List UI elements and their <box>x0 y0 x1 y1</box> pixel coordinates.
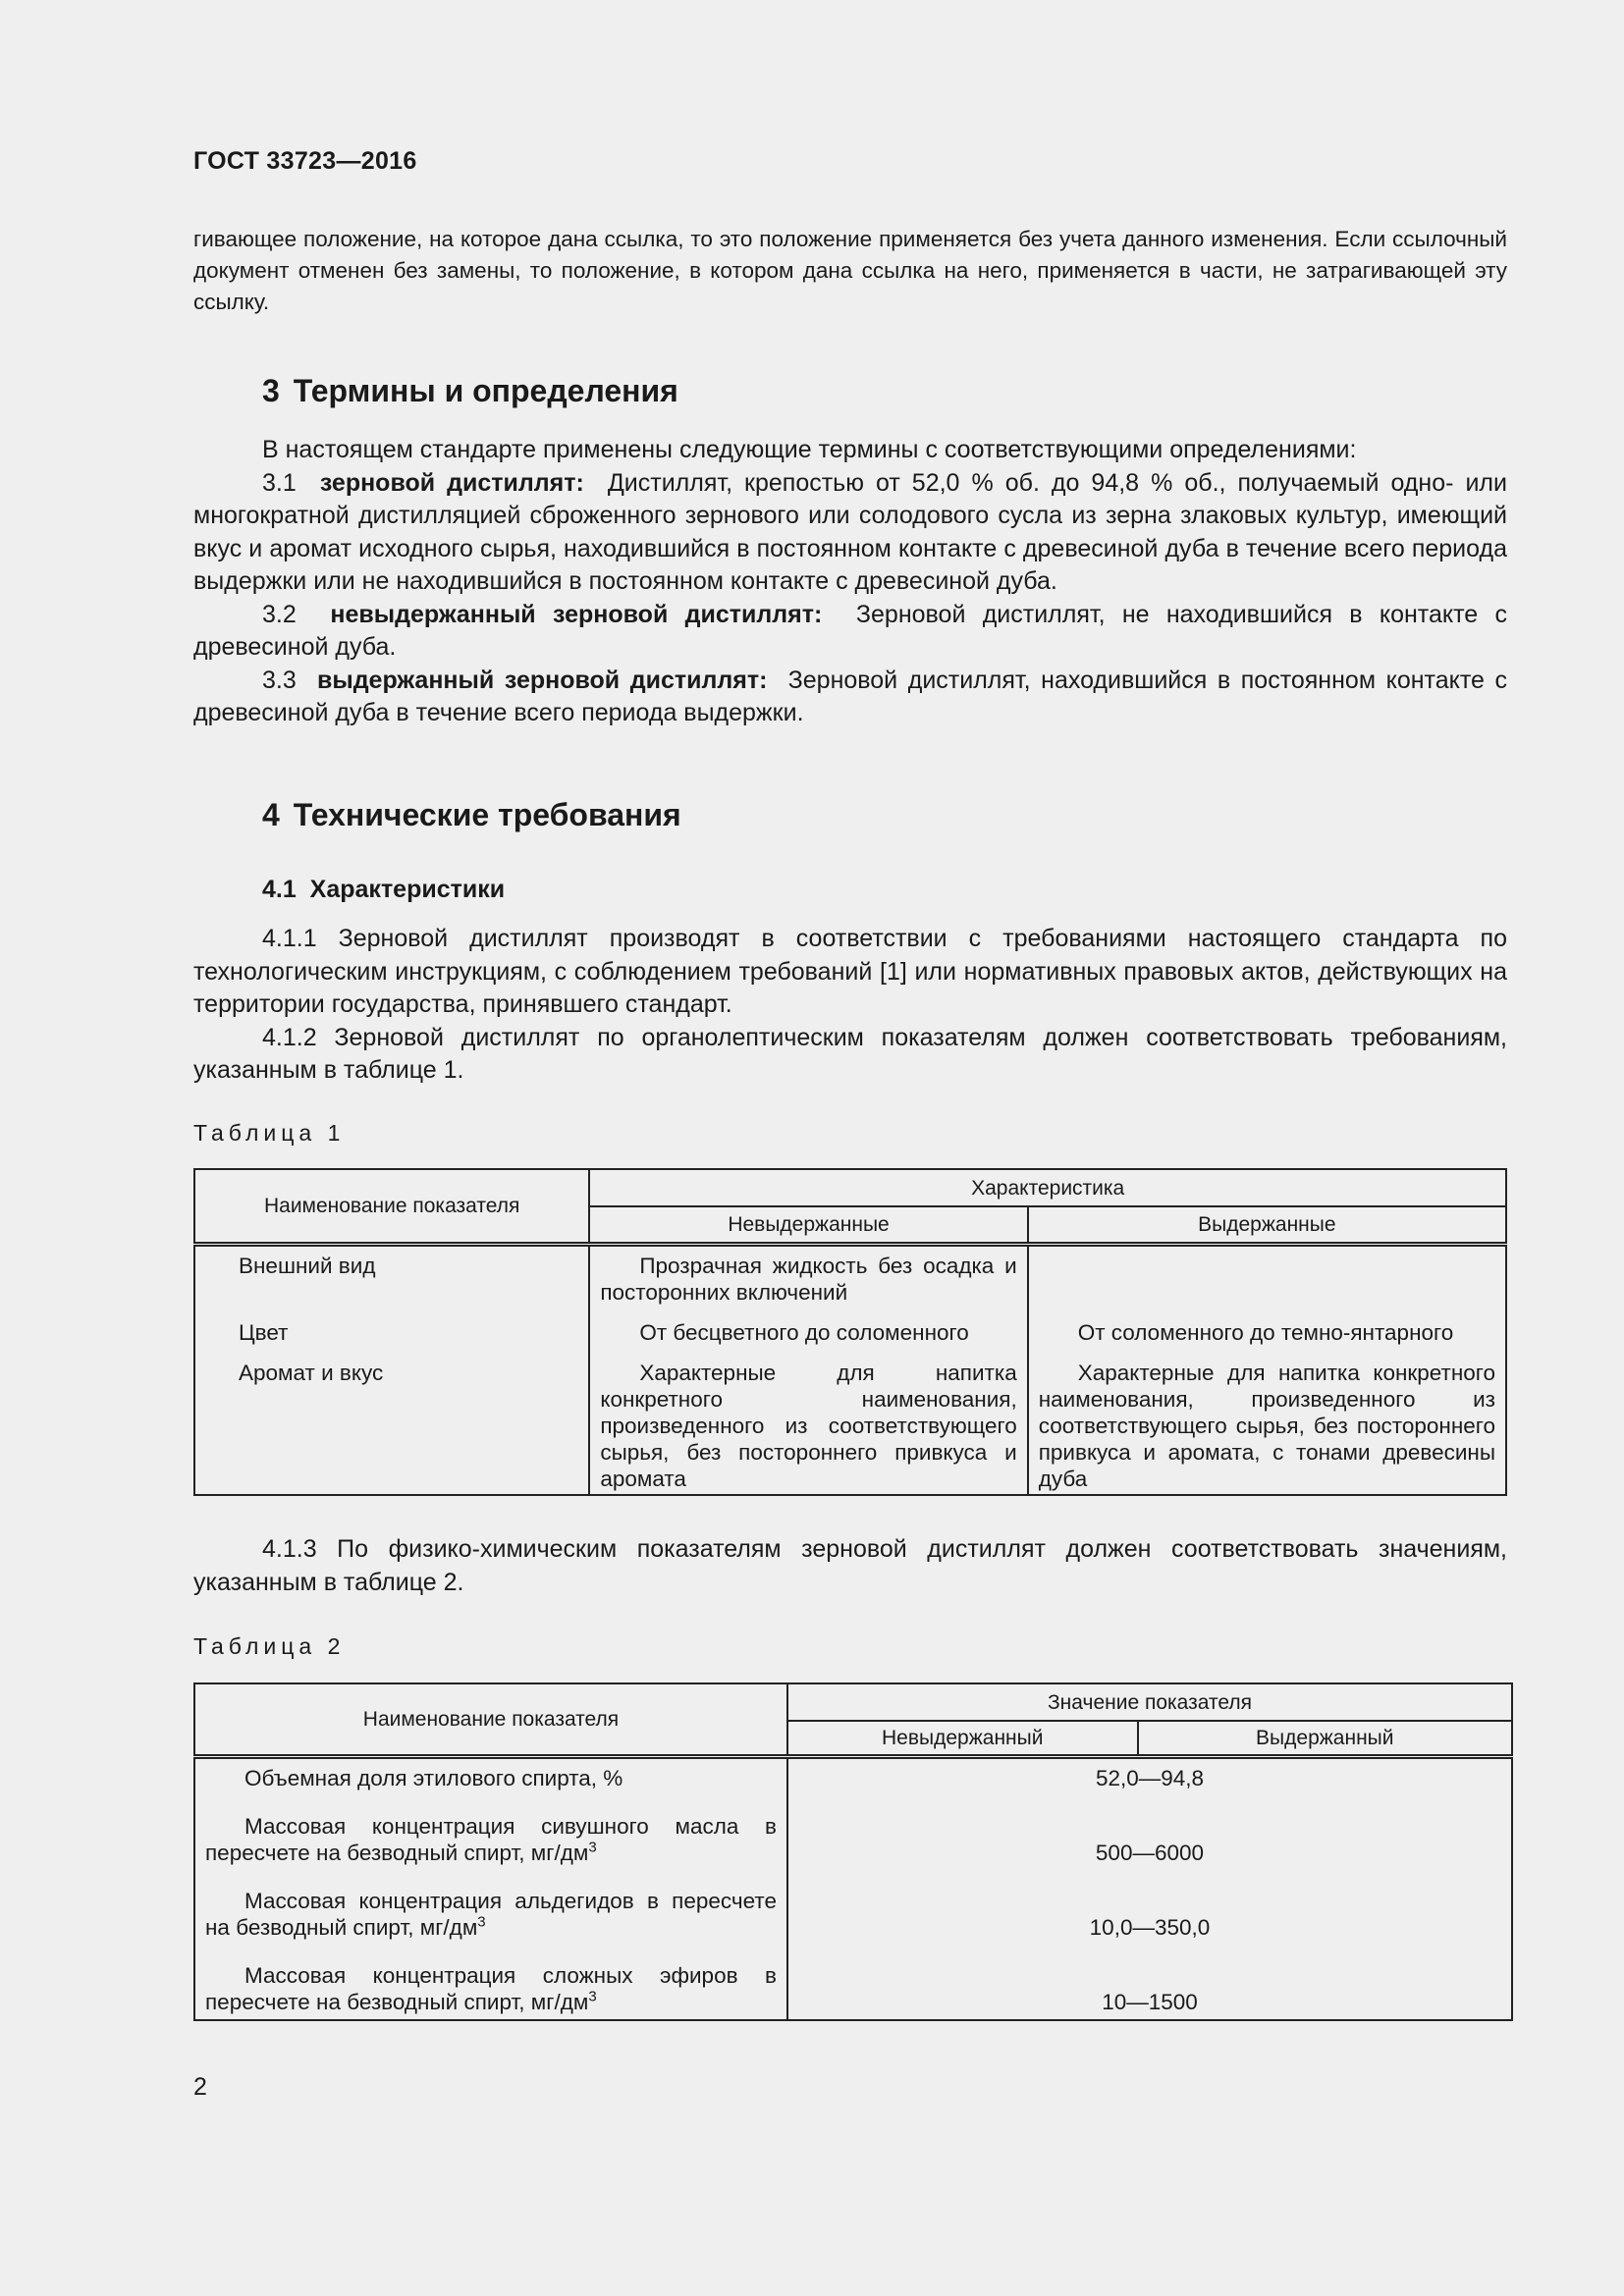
table-header-cell: Невыдержанный <box>787 1721 1138 1756</box>
table-cell: 52,0—94,8 <box>787 1756 1512 1791</box>
paragraph-4-1-3-block <box>193 1533 1507 1599</box>
table-header-cell: Значение показателя <box>787 1683 1512 1721</box>
document-code: ГОСТ 33723—2016 <box>193 147 417 175</box>
term-name: невыдержанный зерновой дистиллят: <box>330 600 823 628</box>
table-cell: От бесцветного до соломенного <box>589 1306 1027 1346</box>
paragraph-4-1-2: 4.1.2 Зерновой дистиллят по органолептическим показателям должен соответствовать требованиям, указанным в таблице 1. <box>193 1023 1507 1084</box>
table-header-cell: Выдержанные <box>1028 1206 1506 1244</box>
table-header-cell: Наименование показателя <box>194 1683 787 1756</box>
table-row <box>194 1346 1506 1495</box>
table-row <box>194 1306 1506 1346</box>
table-2-caption: Таблица 2 <box>193 1633 346 1659</box>
intro-paragraph: гивающее положение, на которое дана ссылка, то это положение применяется без учета данного изменения. Если ссылочный документ отменен без замены, то положение, в котором дана ссылка на него, применяется в части, не затрагивающей эту ссылку. <box>193 227 1507 314</box>
table-cell: Объемная доля этилового спирта, % <box>194 1756 787 1791</box>
section-4-heading <box>262 797 681 833</box>
subsection-number: 4.1 <box>262 876 297 903</box>
table-cell: Прозрачная жидкость без осадка и посторонних включений <box>589 1244 1027 1306</box>
subsection-4-1-heading <box>262 876 505 904</box>
table-cell: Массовая концентрация альдегидов в пересчете на безводный спирт, $мг/дм^3$ <box>194 1866 787 1941</box>
term-number: 3.3 <box>262 666 297 694</box>
table-cell: Массовая концентрация сложных эфиров в пересчете на безводный спирт, $мг/дм^3$ <box>194 1941 787 2020</box>
table-row <box>194 1244 1506 1306</box>
section-4-number: 4 <box>262 797 280 832</box>
term-3-2 <box>193 599 1507 665</box>
table-header-cell: Невыдержанные <box>589 1206 1027 1244</box>
table-cell: Характерные для напитка конкретного наименования, произведенного из соответствующего сырья, без постороннего привкуса и аромата <box>589 1346 1027 1495</box>
section-3-heading <box>262 373 678 409</box>
section-4-body <box>193 923 1507 1088</box>
term-definition: Дистиллят, крепостью от 52,0 % об. до 94,8 % об., получаемый одно- или многократной дистилляцией сброженного зернового или солодового сусла из зерна злаковых культур, имеющий вкус и аромат исходного сырья, находившийся в постоянном контакте с древесиной дуба в течение всего периода выдержки или не находившийся в постоянном контакте с древесиной дуба. <box>193 468 1507 595</box>
section-3-title: Термины и определения <box>293 373 678 408</box>
table-2 <box>193 1682 1513 2021</box>
term-definition: Зерновой дистиллят, не находившийся в контакте с древесиной дуба. <box>193 600 1507 661</box>
section-3-number: 3 <box>262 373 280 408</box>
table-cell: Внешний вид <box>194 1244 589 1306</box>
table-header-cell: Выдержанный <box>1138 1721 1512 1756</box>
table-row <box>194 1791 1512 1866</box>
table-cell: Аромат и вкус <box>194 1346 589 1495</box>
table-cell: 500—6000 <box>787 1791 1512 1866</box>
table-row <box>194 1941 1512 2020</box>
table-cell: Массовая концентрация сивушного масла в пересчете на безводный спирт, $мг/дм^3$ <box>194 1791 787 1866</box>
paragraph-4-1-1: 4.1.1 Зерновой дистиллят производят в соответствии с требованиями настоящего стандарта по технологическим инструкциям, с соблюдением требований [1] или нормативных правовых актов, действующих на территории государства, принявшего стандарт. <box>193 925 1507 1018</box>
term-number: 3.2 <box>262 600 297 628</box>
table-cell: Характерные для напитка конкретного наименования, произведенного из соответствующего сырья, без постороннего привкуса и аромата, с тонами древесины дуба <box>1028 1346 1506 1495</box>
table-cell: От соломенного до темно-янтарного <box>1028 1306 1506 1346</box>
table-header-cell: Наименование показателя <box>194 1169 589 1244</box>
table-cell: Цвет <box>194 1306 589 1346</box>
term-name: выдержанный зерновой дистиллят: <box>316 666 768 694</box>
term-definition: Зерновой дистиллят, находившийся в постоянном контакте с древесиной дуба в течение всего периода выдержки. <box>193 666 1507 726</box>
table-header-cell: Характеристика <box>589 1169 1506 1206</box>
section-3-body <box>193 434 1507 730</box>
section-3-lead: В настоящем стандарте применены следующие термины с соответствующими определениями: <box>262 436 1357 463</box>
table-cell: 10,0—350,0 <box>787 1866 1512 1941</box>
page-number: 2 <box>193 2073 207 2101</box>
table-cell: 10—1500 <box>787 1941 1512 2020</box>
table-row <box>194 1756 1512 1791</box>
subsection-title: Характеристики <box>309 876 506 903</box>
table-1-caption: Таблица 1 <box>193 1120 346 1146</box>
term-3-3 <box>193 665 1507 730</box>
term-name: зерновой дистиллят: <box>319 468 584 497</box>
table-row <box>194 1866 1512 1941</box>
paragraph-4-1-3: 4.1.3 По физико-химическим показателям зерновой дистиллят должен соответствовать значениям, указанным в таблице 2. <box>193 1535 1507 1596</box>
term-number: 3.1 <box>262 468 297 497</box>
term-3-1 <box>193 467 1507 599</box>
section-4-title: Технические требования <box>293 797 681 832</box>
table-cell <box>1028 1244 1506 1306</box>
table-1 <box>193 1168 1507 1496</box>
